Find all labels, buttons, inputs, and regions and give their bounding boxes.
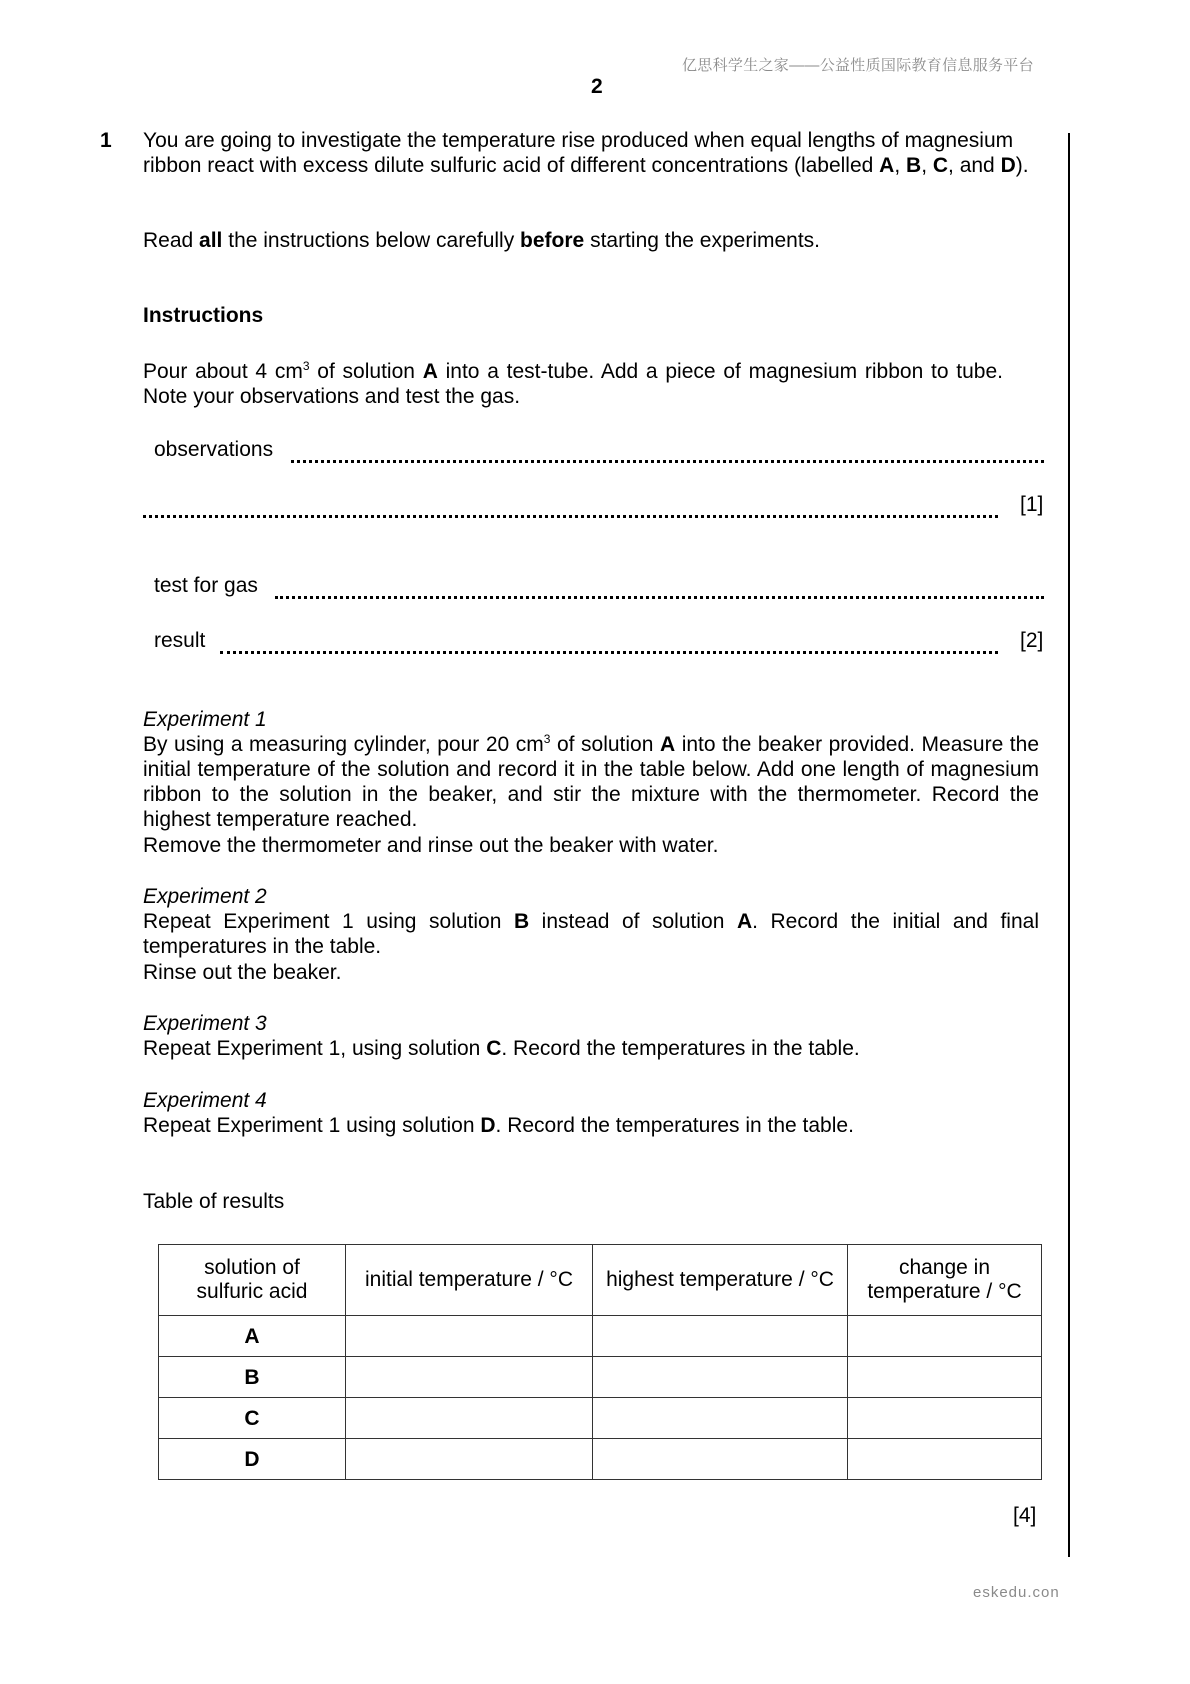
exp4-bold: D	[480, 1114, 496, 1137]
exp4-pre: Repeat Experiment 1 using solution	[143, 1114, 481, 1137]
cell-initial-a[interactable]	[346, 1316, 593, 1357]
observations-label: observations	[154, 438, 274, 461]
observations-answer-line-2[interactable]	[143, 515, 998, 518]
exp1-sup: 3	[543, 732, 551, 746]
pour-post: into a test-tube. Add a piece of magnesium ribbon to tube. Note your observations and test the gas.	[143, 360, 1003, 408]
mark-1: [1]	[1020, 493, 1044, 516]
exp2-mid: instead of solution	[529, 910, 737, 933]
experiment-3-title: Experiment 3	[143, 1012, 267, 1035]
pour-paragraph	[143, 359, 1003, 409]
cell-highest-a[interactable]	[593, 1316, 848, 1357]
exp1-mid: of solution	[550, 733, 660, 756]
read-bold-before: before	[520, 229, 585, 252]
read-bold-all: all	[199, 229, 223, 252]
row-label-b: B	[159, 1357, 346, 1398]
header-highest-temperature: highest temperature / °C	[593, 1245, 848, 1316]
experiment-1-title: Experiment 1	[143, 708, 267, 731]
cell-highest-d[interactable]	[593, 1439, 848, 1480]
experiment-3-text	[143, 1036, 1043, 1061]
read-all-line	[143, 228, 1043, 253]
read-mid: the instructions below carefully	[222, 229, 521, 252]
separator: , and	[948, 154, 1001, 177]
table-row	[159, 1398, 1042, 1439]
table-caption: Table of results	[143, 1190, 285, 1213]
exp2-bold-b: B	[513, 910, 530, 933]
cell-change-b[interactable]	[848, 1357, 1042, 1398]
header-solution: solution of sulfuric acid	[159, 1245, 346, 1316]
exp1-post: into the beaker provided. Measure the initial temperature of the solution and record it in the table below. Add one length of magnesium ribbon to the solution in the beaker, and stir the mixture with the thermometer. Record the highest temperature reached.	[143, 733, 1039, 831]
experiment-4-title: Experiment 4	[143, 1089, 267, 1112]
table-row	[159, 1439, 1042, 1480]
table-row	[159, 1316, 1042, 1357]
experiment-2-text	[143, 909, 1039, 959]
table-row	[159, 1357, 1042, 1398]
header-change-temperature: change in temperature / °C	[848, 1245, 1042, 1316]
label-b: B	[906, 154, 922, 177]
exp1-bold: A	[659, 733, 676, 756]
header-watermark: 亿思科学生之家——公益性质国际教育信息服务平台	[682, 57, 1034, 74]
cell-initial-c[interactable]	[346, 1398, 593, 1439]
header-initial-temperature: initial temperature / °C	[346, 1245, 593, 1316]
experiment-1-line2: Remove the thermometer and rinse out the beaker with water.	[143, 834, 719, 857]
exp3-pre: Repeat Experiment 1, using solution	[143, 1037, 487, 1060]
mark-4: [4]	[1013, 1504, 1037, 1527]
cell-highest-c[interactable]	[593, 1398, 848, 1439]
result-label: result	[154, 629, 206, 652]
instructions-heading: Instructions	[143, 304, 264, 327]
label-a: A	[879, 154, 895, 177]
separator: ,	[921, 154, 933, 177]
exp4-post: . Record the temperatures in the table.	[495, 1114, 854, 1137]
page-number: 2	[591, 75, 603, 98]
label-d: D	[1000, 154, 1016, 177]
pour-pre: Pour about 4 cm	[143, 360, 303, 383]
exp2-pre: Repeat Experiment 1 using solution	[143, 910, 514, 933]
experiment-2-title: Experiment 2	[143, 885, 267, 908]
pour-bold: A	[422, 360, 438, 383]
separator: ,	[894, 154, 907, 177]
label-c: C	[932, 154, 949, 177]
exp2-post: . Record the initial and final temperatures in the table.	[143, 910, 1039, 958]
margin-rule	[1068, 133, 1070, 1557]
row-label-d: D	[159, 1439, 346, 1480]
cell-change-c[interactable]	[848, 1398, 1042, 1439]
experiment-4-text	[143, 1113, 1043, 1138]
row-label-a: A	[159, 1316, 346, 1357]
intro-text: You are going to investigate the temperature rise produced when equal lengths of magnesium ribbon react with excess dilute sulfuric acid of different concentrations (labelled	[143, 129, 1014, 177]
row-label-c: C	[159, 1398, 346, 1439]
pour-mid: of solution	[309, 360, 423, 383]
exp1-pre: By using a measuring cylinder, pour 20 cm	[143, 733, 544, 756]
intro-end: ).	[1015, 154, 1029, 177]
question-number: 1	[100, 129, 112, 152]
cell-highest-b[interactable]	[593, 1357, 848, 1398]
cell-initial-d[interactable]	[346, 1439, 593, 1480]
pour-sup: 3	[302, 359, 310, 373]
mark-2: [2]	[1020, 629, 1044, 652]
result-answer-line[interactable]	[220, 651, 998, 654]
read-pre: Read	[143, 229, 200, 252]
experiment-2-line2: Rinse out the beaker.	[143, 961, 342, 984]
results-table	[158, 1244, 1042, 1480]
test-for-gas-label: test for gas	[154, 574, 258, 597]
footer-watermark: eskedu.con	[973, 1584, 1060, 1601]
table-header-row	[159, 1245, 1042, 1316]
test-for-gas-answer-line[interactable]	[275, 596, 1044, 599]
exp2-bold-a: A	[736, 910, 753, 933]
exp3-bold: C	[486, 1037, 502, 1060]
cell-initial-b[interactable]	[346, 1357, 593, 1398]
experiment-1-text	[143, 732, 1039, 832]
read-post: starting the experiments.	[584, 229, 821, 252]
exp3-post: . Record the temperatures in the table.	[501, 1037, 860, 1060]
intro-paragraph	[143, 128, 1043, 178]
observations-answer-line-1[interactable]	[291, 460, 1044, 463]
cell-change-d[interactable]	[848, 1439, 1042, 1480]
cell-change-a[interactable]	[848, 1316, 1042, 1357]
